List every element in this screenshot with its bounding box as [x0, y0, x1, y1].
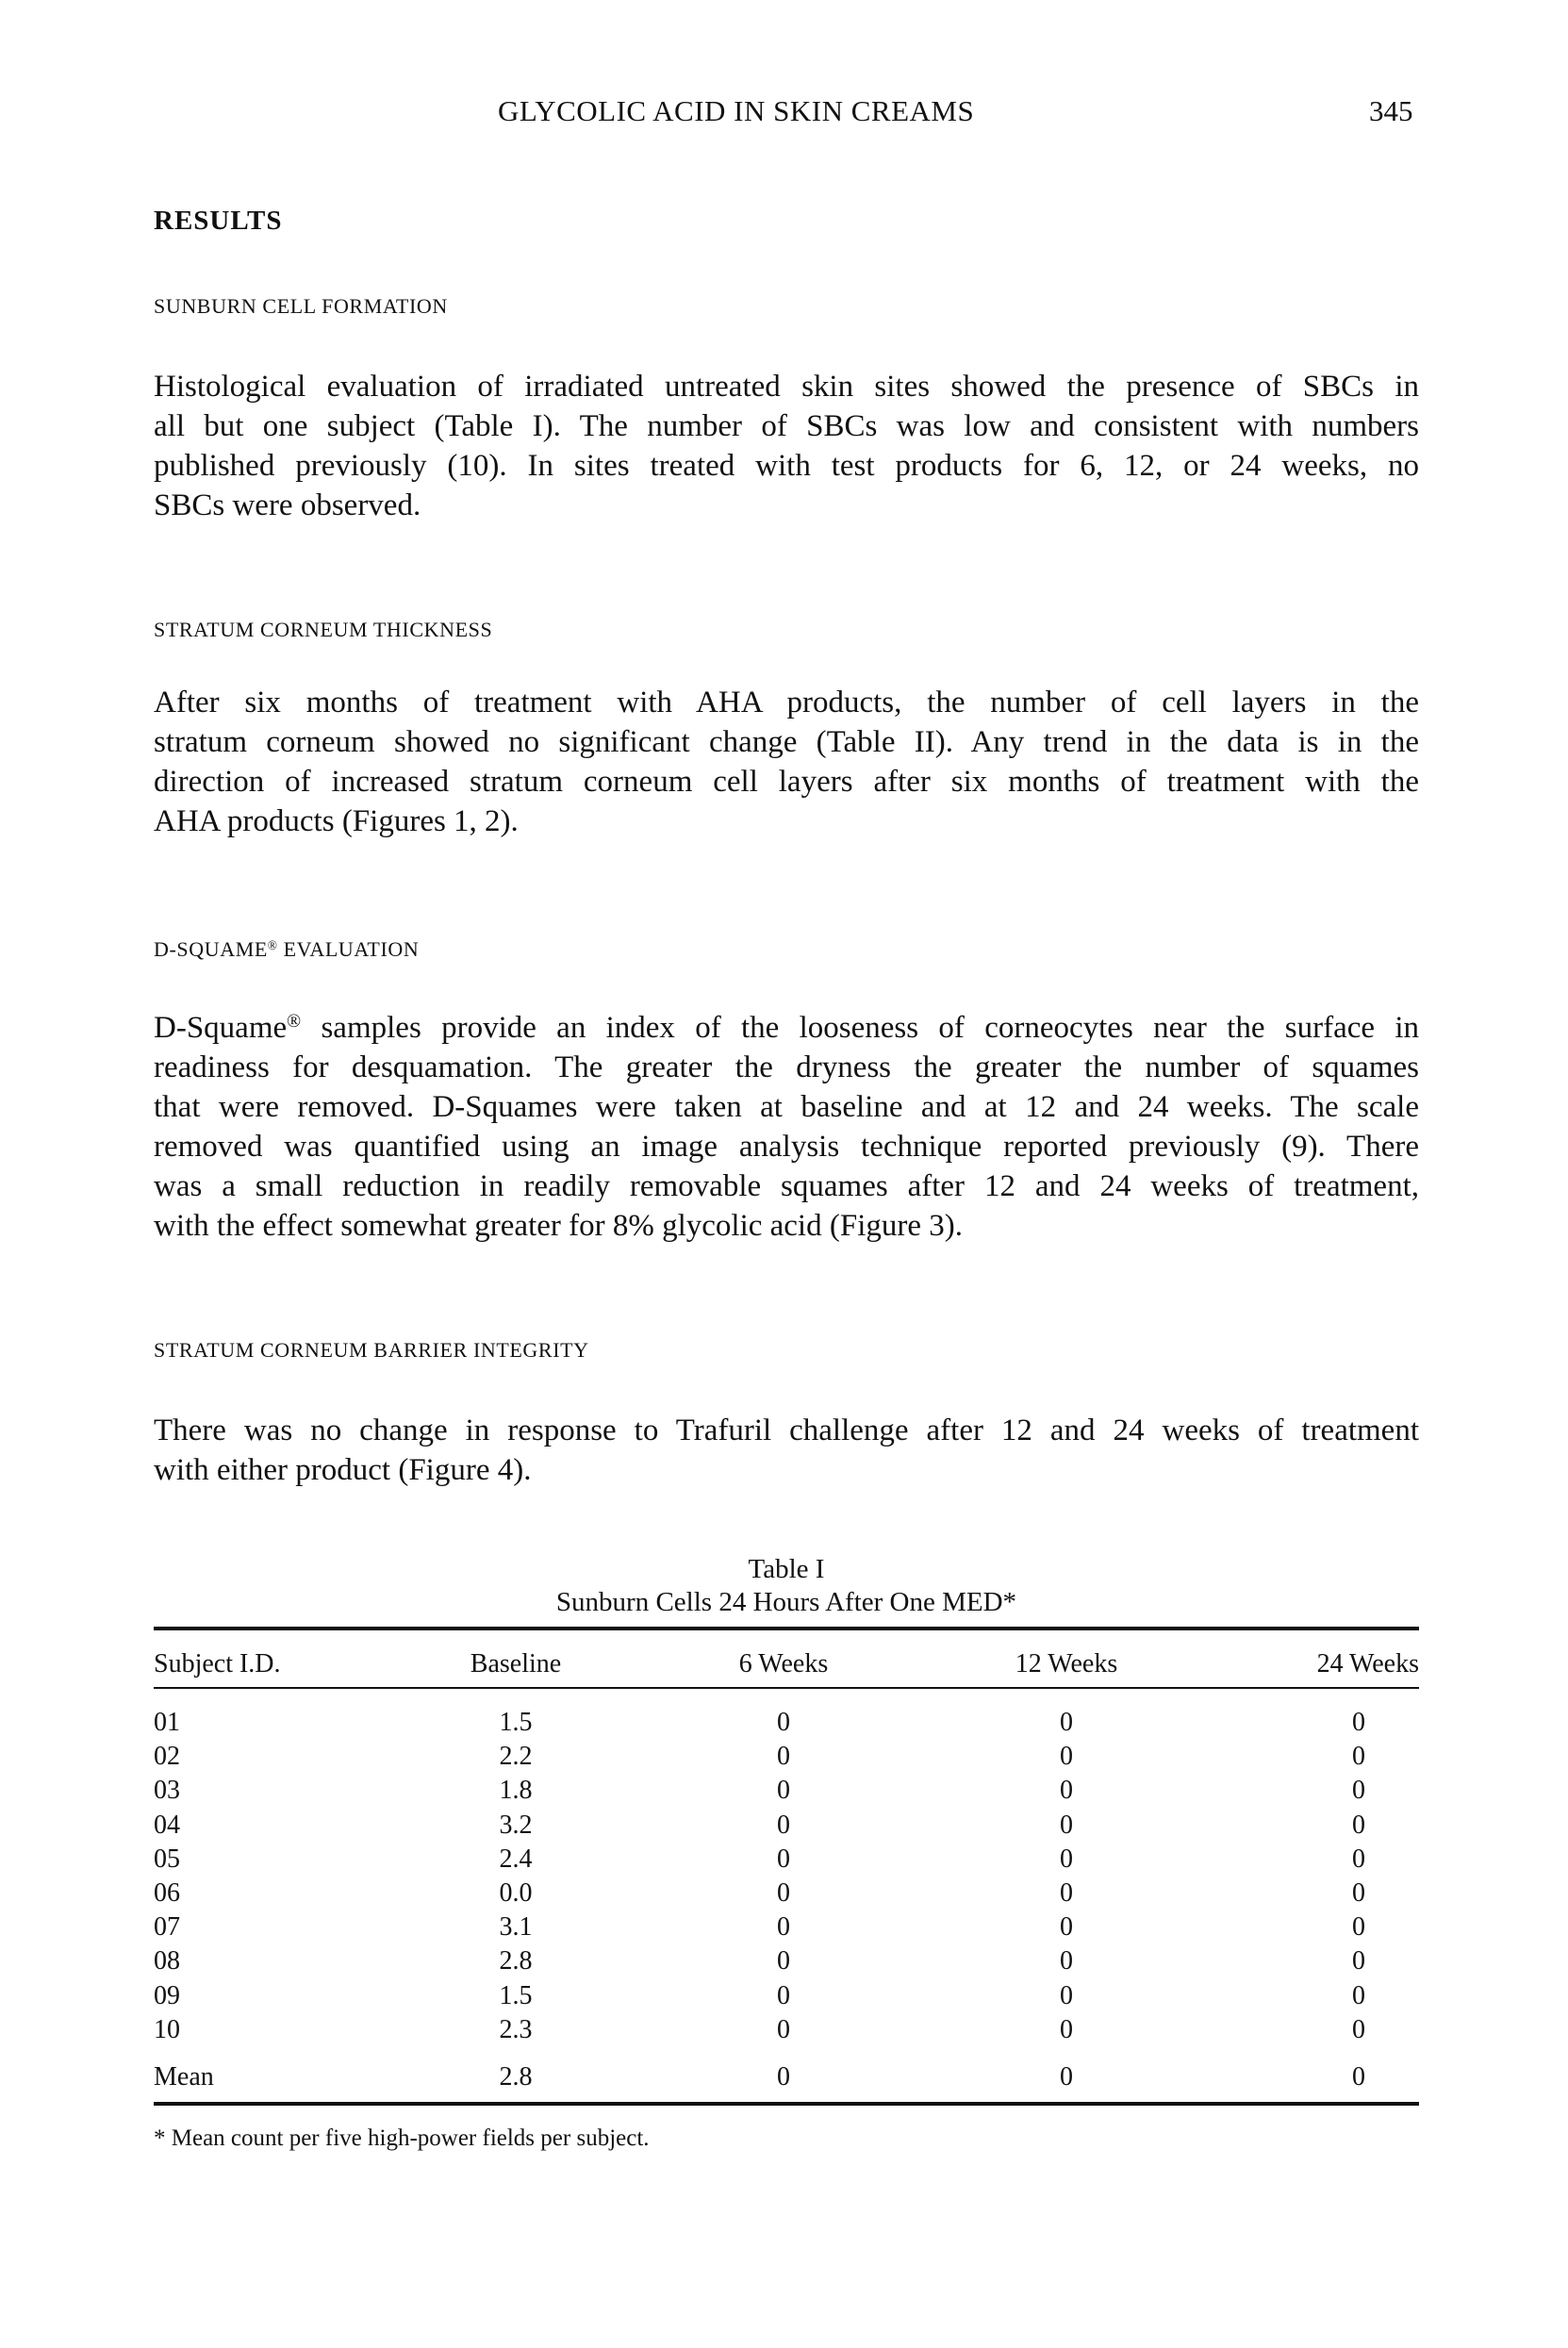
page-number: 345 [1369, 94, 1413, 127]
cell-subject-id: 03 [154, 1776, 180, 1806]
cell-subject-id: 06 [154, 1878, 180, 1908]
text-line: that were removed. D-Squames were taken at baseline and at 12 and 24 weeks. The scale [154, 1090, 1419, 1124]
table-footnote: * Mean count per five high-power fields per subject. [154, 2125, 650, 2151]
section-heading-d-squame-evaluation [154, 937, 419, 962]
text-fragment: D-Squame [154, 1011, 288, 1045]
table-row: 06 0.0 0 0 0 [154, 1877, 1419, 1910]
text-line: Histological evaluation of irradiated untreated skin sites showed the presence of SBCs in [154, 370, 1419, 404]
cell-subject-id: 08 [154, 1946, 180, 1976]
table-label: Table I [748, 1554, 825, 1584]
running-head-title: GLYCOLIC ACID IN SKIN CREAMS [498, 94, 975, 127]
text-line [154, 1008, 1419, 1048]
heading-text: D-SQUAME [154, 937, 268, 961]
table-header-row: Subject I.D. Baseline 6 Weeks 12 Weeks 24 Weeks [154, 1647, 1419, 1681]
text-line: removed was quantified using an image analysis technique reported previously (9). There [154, 1130, 1419, 1164]
text-fragment: samples provide an index of the looseness of corneocytes near the surface in [301, 1011, 1419, 1045]
table-row: 10 2.3 0 0 0 [154, 2013, 1419, 2047]
section-heading-barrier-integrity: STRATUM CORNEUM BARRIER INTEGRITY [154, 1338, 589, 1362]
cell-subject-id: 02 [154, 1742, 180, 1772]
table-row: 01 1.5 0 0 0 [154, 1706, 1419, 1740]
paragraph-stratum-corneum-thickness [154, 683, 1419, 841]
paragraph-d-squame-evaluation [154, 1008, 1419, 1246]
table-caption: Sunburn Cells 24 Hours After One MED* [555, 1587, 1017, 1617]
cell-subject-id: 07 [154, 1912, 180, 1943]
text-line: all but one subject (Table I). The number of SBCs was low and consistent with numbers [154, 409, 1419, 443]
table-header-rule [154, 1687, 1419, 1689]
results-heading: RESULTS [154, 206, 283, 236]
text-line: readiness for desquamation. The greater the dryness the greater the number of squames [154, 1050, 1419, 1084]
text-line: was a small reduction in readily removable squames after 12 and 24 weeks of treatment, [154, 1169, 1419, 1203]
registered-mark: ® [287, 1011, 302, 1033]
column-header-24-weeks: 24 Weeks [1316, 1649, 1419, 1678]
cell-subject-id: 05 [154, 1844, 180, 1874]
text-line: SBCs were observed. [154, 488, 421, 522]
cell-subject-id: 09 [154, 1980, 180, 2010]
text-line: AHA products (Figures 1, 2). [154, 804, 519, 838]
text-line: After six months of treatment with AHA products, the number of cell layers in the [154, 686, 1419, 719]
table-row: 07 3.1 0 0 0 [154, 1910, 1419, 1944]
column-header-subject-id: Subject I.D. [154, 1649, 281, 1678]
table-row: 08 2.8 0 0 0 [154, 1944, 1419, 1978]
table-row: 09 1.5 0 0 0 [154, 1979, 1419, 2013]
registered-mark: ® [267, 937, 278, 952]
summary-label: Mean [154, 2062, 214, 2092]
table-row: 05 2.4 0 0 0 [154, 1843, 1419, 1877]
cell-subject-id: 01 [154, 1708, 180, 1737]
text-line: stratum corneum showed no significant change (Table II). Any trend in the data is in the [154, 725, 1419, 759]
table-row: 04 3.2 0 0 0 [154, 1809, 1419, 1843]
table-row: 03 1.8 0 0 0 [154, 1774, 1419, 1808]
paragraph-sunburn-cell-formation [154, 367, 1419, 525]
text-line: There was no change in response to Trafuril challenge after 12 and 24 weeks of treatment [154, 1414, 1419, 1447]
section-heading-stratum-corneum-thickness: STRATUM CORNEUM THICKNESS [154, 618, 493, 641]
text-line: published previously (10). In sites treated with test products for 6, 12, or 24 weeks, no [154, 449, 1419, 483]
table-summary-row: Mean 2.8 0 0 0 [154, 2060, 1419, 2094]
table-bottom-rule [154, 2102, 1419, 2106]
cell-subject-id: 10 [154, 2014, 180, 2044]
cell-subject-id: 04 [154, 1810, 180, 1840]
text-line: with the effect somewhat greater for 8% glycolic acid (Figure 3). [154, 1209, 963, 1243]
text-line: direction of increased stratum corneum cell layers after six months of treatment with the [154, 765, 1419, 799]
table-row: 02 2.2 0 0 0 [154, 1740, 1419, 1774]
section-heading-sunburn-cell-formation: SUNBURN CELL FORMATION [154, 294, 448, 318]
table-top-rule [154, 1627, 1419, 1630]
heading-text: EVALUATION [277, 937, 420, 961]
text-line: with either product (Figure 4). [154, 1453, 532, 1487]
paragraph-barrier-integrity [154, 1411, 1419, 1490]
